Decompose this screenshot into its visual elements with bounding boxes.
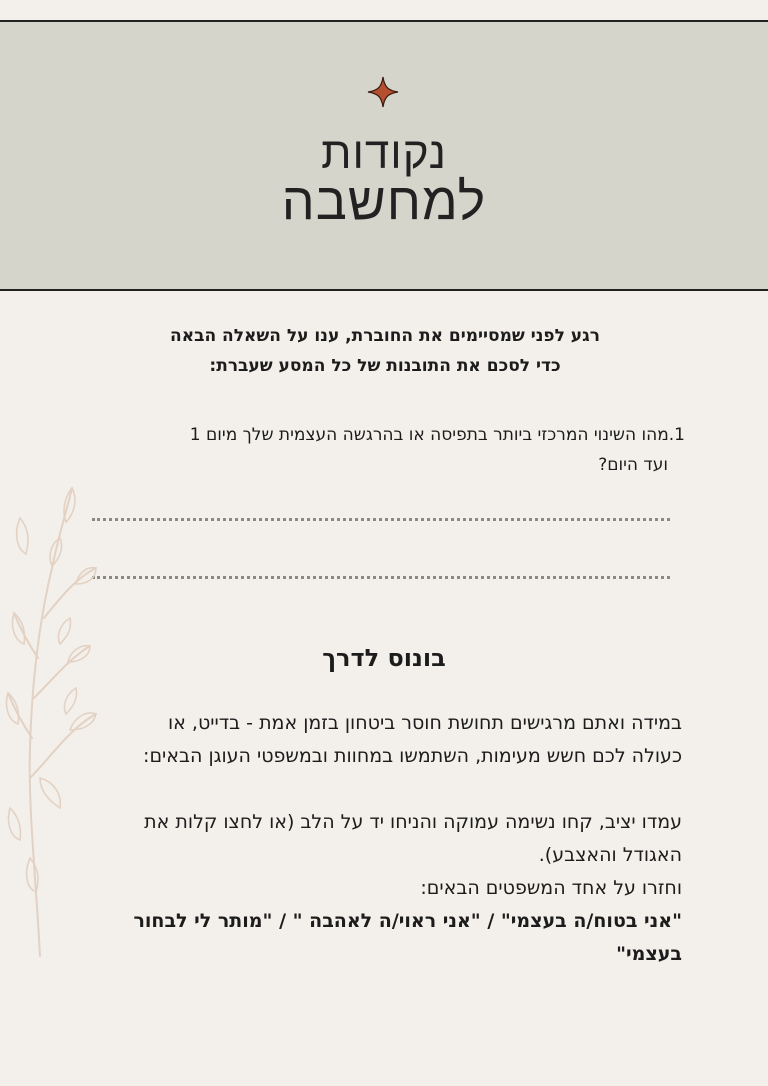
question-line2: ועד היום? [598,455,668,475]
bonus-text-line1: במידה ואתם מרגישים תחושת חוסר ביטחון בזמן אמת - בדייט, או [168,712,682,734]
intro-text-line2: כדי לסכם את התובנות של כל המסע שעברת: [209,356,561,376]
answer-line-2[interactable] [92,576,670,579]
bonus-text-line4: האגודל והאצבע). [538,844,682,866]
bonus-heading: בונוס לדרך [322,644,446,672]
page-title-line2: למחשבה [281,172,487,232]
bonus-text-line5: וחזרו על אחד המשפטים הבאים: [420,877,682,899]
four-point-star-icon [367,76,399,108]
intro-text-line1: רגע לפני שמסיימים את החוברת, ענו על השאלה הבאה [170,326,600,346]
bonus-text-line3: עמדו יציב, קחו נשימה עמוקה והניחו יד על הלב (או לחצו קלות את [144,811,682,833]
anchor-phrases-line2: בעצמי" [616,943,682,965]
bonus-text-line2: כעולה לכם חשש מעימות, השתמשו במחוות ובמשפטי העוגן הבאים: [143,745,682,767]
anchor-phrases-line1: "אני בטוח/ה בעצמי" / "אני ראוי/ה לאהבה " / "מותר לי לבחור [133,910,682,932]
page-title-line1: נקודות [321,128,447,179]
leaf-branch-icon [0,478,120,958]
answer-line-1[interactable] [92,518,670,521]
question-line1: 1.מהו השינוי המרכזי ביותר בתפיסה או בהרגשה העצמית שלך מיום 1 [189,425,685,445]
